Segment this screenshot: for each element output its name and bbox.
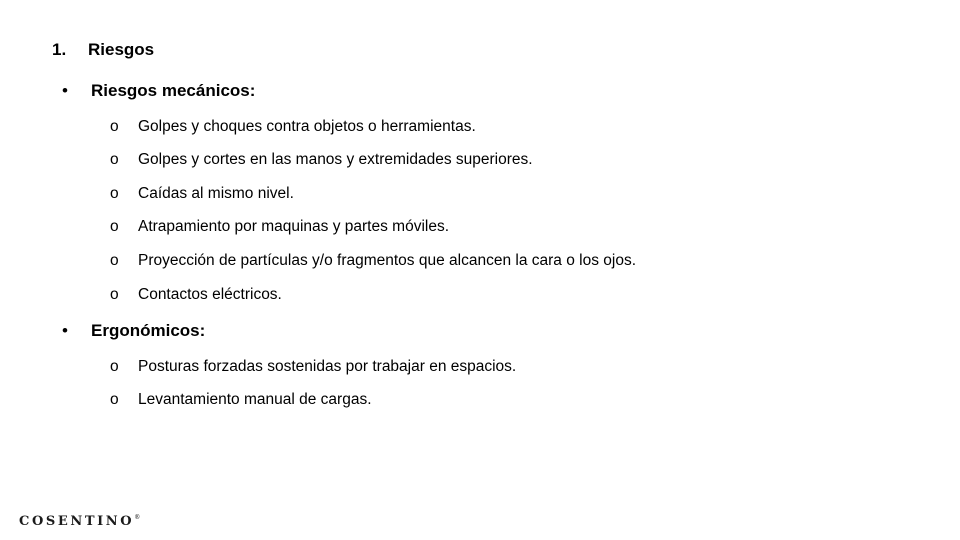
list-item: [110, 358, 516, 376]
cosentino-logo: [19, 514, 140, 529]
list-item-text: Golpes y cortes en las manos y extremidades superiores.: [138, 151, 533, 168]
circle-bullet-icon: o: [110, 252, 119, 269]
registered-mark: ®: [134, 514, 141, 521]
section-title-text: Ergonómicos:: [91, 321, 206, 340]
circle-bullet-icon: o: [110, 118, 119, 135]
circle-bullet-icon: o: [110, 391, 119, 408]
heading-text: Riesgos: [88, 40, 155, 59]
list-item-text: Atrapamiento por maquinas y partes móviles.: [138, 218, 450, 235]
bullet-icon: •: [62, 321, 68, 340]
list-item-text: Proyección de partículas y/o fragmentos que alcancen la cara o los ojos.: [138, 252, 636, 269]
circle-bullet-icon: o: [110, 286, 119, 303]
circle-bullet-icon: o: [110, 185, 119, 202]
list-item-text: Levantamiento manual de cargas.: [138, 391, 372, 408]
list-item-text: Contactos eléctricos.: [138, 286, 282, 303]
logo-text: COSENTINO: [19, 514, 135, 529]
list-item: [110, 185, 294, 203]
circle-bullet-icon: o: [110, 218, 119, 235]
list-item: [110, 252, 636, 270]
slide-heading: [52, 40, 154, 60]
section-title-ergonomic: [62, 321, 205, 341]
list-item-text: Posturas forzadas sostenidas por trabajar en espacios.: [138, 358, 517, 375]
list-item-text: Caídas al mismo nivel.: [138, 185, 294, 202]
bullet-icon: •: [62, 81, 68, 100]
circle-bullet-icon: o: [110, 151, 119, 168]
circle-bullet-icon: o: [110, 358, 119, 375]
section-title-text: Riesgos mecánicos:: [91, 81, 256, 100]
list-item: [110, 286, 282, 304]
list-item: [110, 118, 476, 136]
heading-number: 1.: [52, 40, 67, 59]
list-item: [110, 218, 449, 236]
list-item: [110, 391, 372, 409]
list-item: [110, 151, 533, 169]
section-title-mechanical: [62, 81, 255, 101]
list-item-text: Golpes y choques contra objetos o herramientas.: [138, 118, 476, 135]
